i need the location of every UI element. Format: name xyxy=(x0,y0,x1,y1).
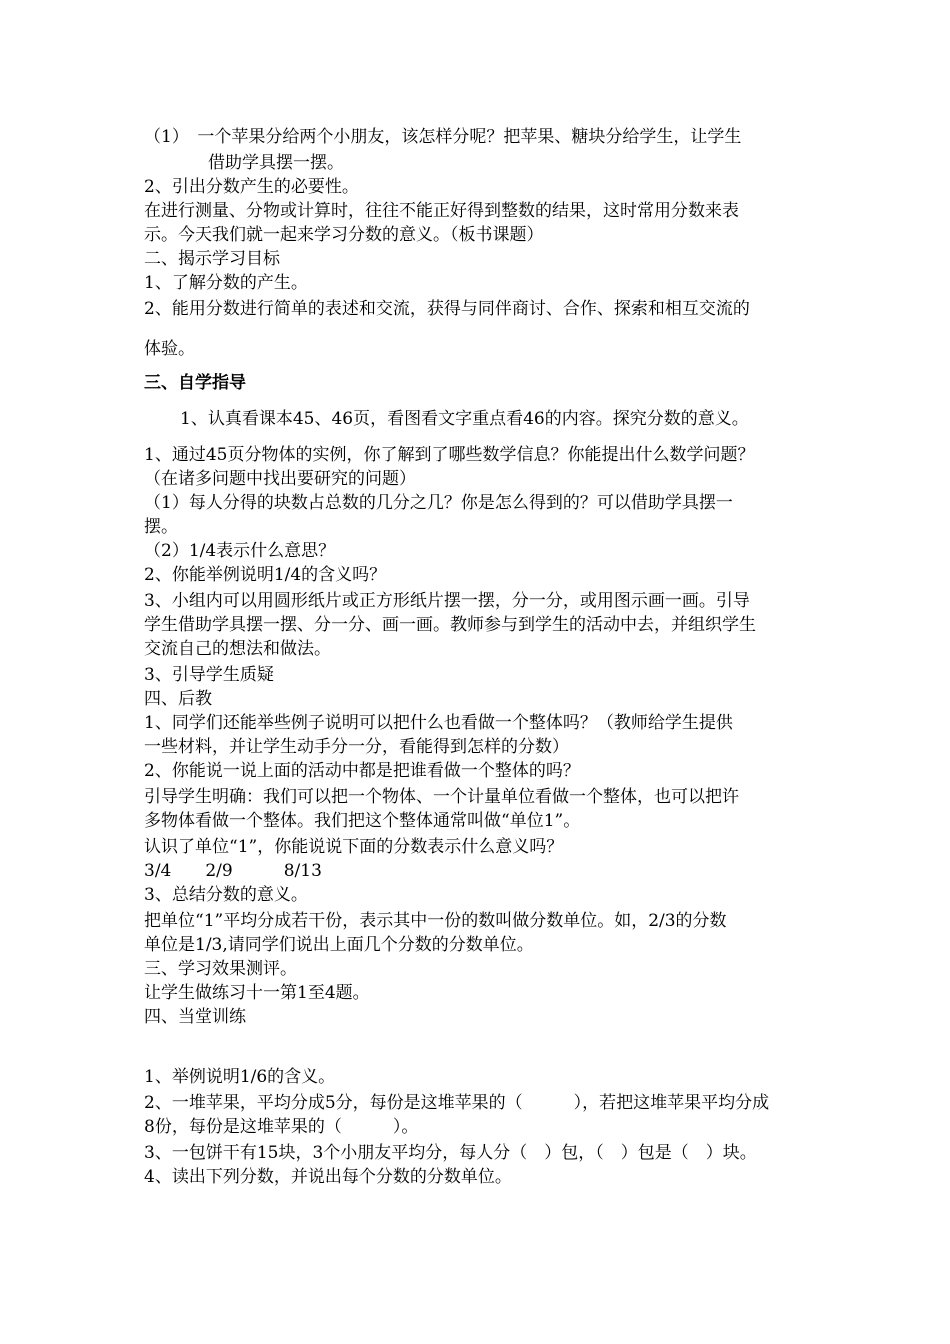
text-line: 把单位“1”平均分成若干份，表示其中一份的数叫做分数单位。如，2/3的分数 xyxy=(144,911,727,931)
section-heading: 四、当堂训练 xyxy=(144,1007,246,1027)
text-line: 体验。 xyxy=(144,339,195,359)
exercise-item: 1、举例说明1/6的含义。 xyxy=(144,1067,336,1087)
text-line: 1、了解分数的产生。 xyxy=(144,273,308,293)
exercise-item: 2、一堆苹果，平均分成5分，每份是这堆苹果的（ ），若把这堆苹果平均分成 xyxy=(144,1093,770,1113)
text-line: 2、能用分数进行简单的表述和交流，获得与同伴商讨、合作、探索和相互交流的 xyxy=(144,299,750,319)
text-line: 多物体看做一个整体。我们把这个整体通常叫做“单位1”。 xyxy=(144,811,581,831)
text-line: 引导学生明确：我们可以把一个物体、一个计量单位看做一个整体，也可以把许 xyxy=(144,787,739,807)
text-line: （1）每人分得的块数占总数的几分之几？你是怎么得到的？可以借助学具摆一 xyxy=(144,493,733,513)
text-line: 认识了单位“1”，你能说说下面的分数表示什么意义吗？ xyxy=(144,837,564,857)
text-line: 2、引出分数产生的必要性。 xyxy=(144,177,359,197)
fraction-examples: 3/4 2/9 8/13 xyxy=(144,861,322,881)
text-line: （在诸多问题中找出要研究的问题） xyxy=(144,469,416,489)
text-line: 2、你能举例说明1/4的含义吗？ xyxy=(144,565,387,585)
text-line: 3、引导学生质疑 xyxy=(144,665,274,685)
text-line: 示。今天我们就一起来学习分数的意义。（板书课题） xyxy=(144,225,544,245)
exercise-item: 8份，每份是这堆苹果的（ ）。 xyxy=(144,1117,419,1137)
text-line: （1） 一个苹果分给两个小朋友，该怎样分呢？把苹果、糖块分给学生，让学生 xyxy=(144,127,742,147)
text-line: 交流自己的想法和做法。 xyxy=(144,639,331,659)
text-line: 2、你能说一说上面的活动中都是把谁看做一个整体的吗？ xyxy=(144,761,580,781)
text-line: 1、同学们还能举些例子说明可以把什么也看做一个整体吗？（教师给学生提供 xyxy=(144,713,733,733)
text-line: 摆。 xyxy=(144,517,178,537)
text-line: 在进行测量、分物或计算时，往往不能正好得到整数的结果，这时常用分数来表 xyxy=(144,201,739,221)
section-heading: 二、揭示学习目标 xyxy=(144,249,280,269)
exercise-item: 4、读出下列分数，并说出每个分数的分数单位。 xyxy=(144,1167,512,1187)
text-line: 3、小组内可以用圆形纸片或正方形纸片摆一摆，分一分，或用图示画一画。引导 xyxy=(144,591,750,611)
text-line: （2）1/4表示什么意思？ xyxy=(144,541,336,561)
text-line: 一些材料，并让学生动手分一分，看能得到怎样的分数） xyxy=(144,737,569,757)
exercise-item: 3、一包饼干有15块，3个小朋友平均分，每人分（ ）包，（ ）包是（ ）块。 xyxy=(144,1143,757,1163)
text-line: 让学生做练习十一第1至4题。 xyxy=(144,983,370,1003)
text-line: 1、通过45页分物体的实例，你了解到了哪些数学信息？你能提出什么数学问题？ xyxy=(144,445,755,465)
section-heading: 三、自学指导 xyxy=(144,373,246,393)
text-line: 学生借助学具摆一摆、分一分、画一画。教师参与到学生的活动中去，并组织学生 xyxy=(144,615,756,635)
text-line: 3、总结分数的意义。 xyxy=(144,885,308,905)
text-line: 1、认真看课本45、46页，看图看文字重点看46的内容。探究分数的意义。 xyxy=(180,409,749,429)
text-line: 借助学具摆一摆。 xyxy=(208,153,344,173)
section-heading: 四、后教 xyxy=(144,689,212,709)
text-line: 单位是1/3,请同学们说出上面几个分数的分数单位。 xyxy=(144,935,534,955)
section-heading: 三、学习效果测评。 xyxy=(144,959,297,979)
